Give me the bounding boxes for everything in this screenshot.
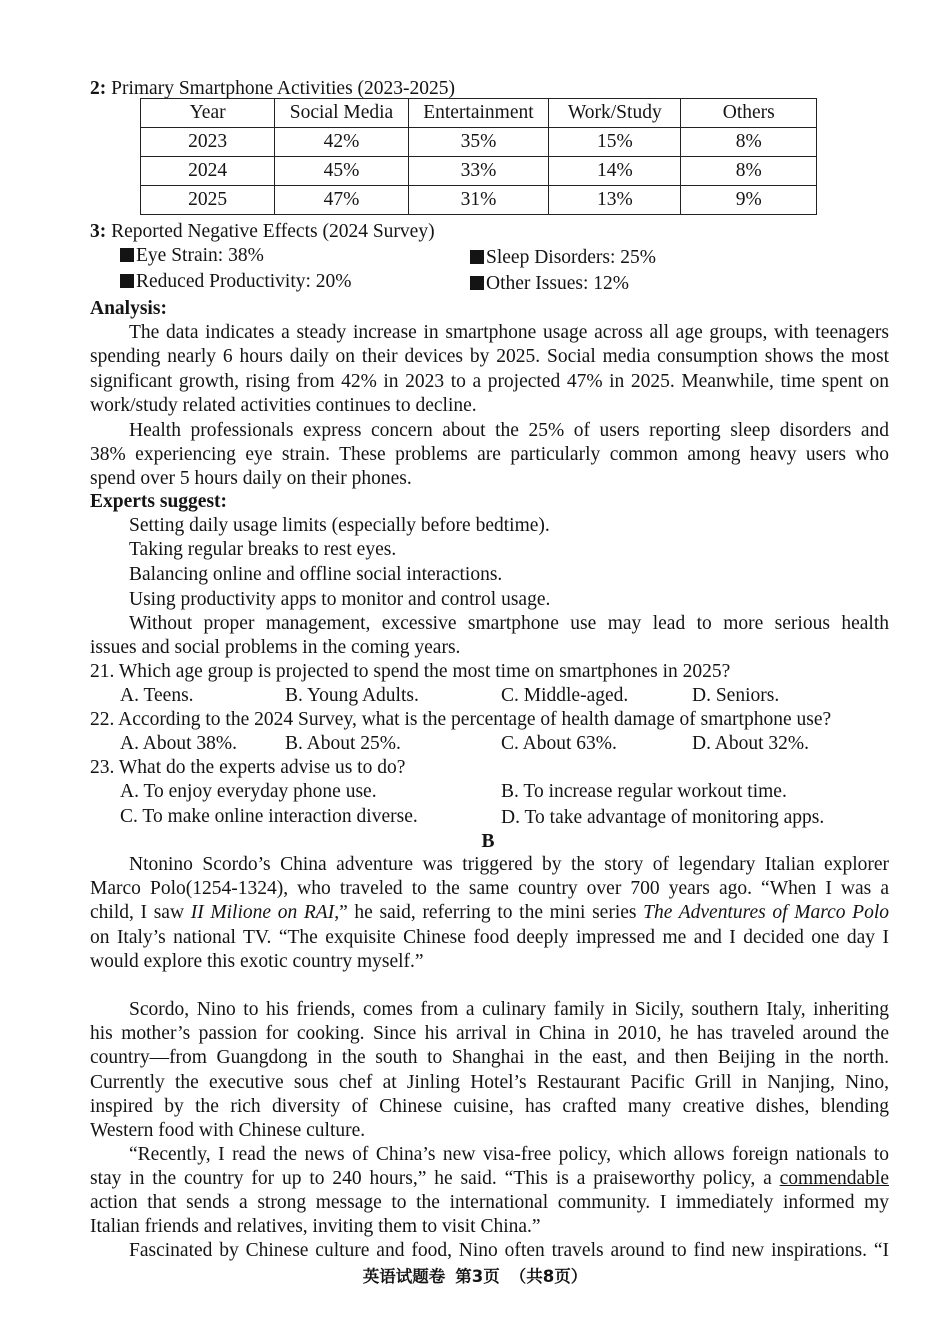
table-cell: 8% xyxy=(681,128,817,157)
option-21-d[interactable]: D. Seniors. xyxy=(692,685,780,706)
analysis-heading: Analysis: xyxy=(90,298,167,319)
option-21-a[interactable]: A. Teens. xyxy=(120,685,194,706)
option-23-c[interactable]: C. To make online interaction diverse. xyxy=(120,806,418,827)
analysis-line: work/study related activities continues to decline. xyxy=(90,395,477,416)
passage-line: action that sends a strong message to the international community. I immediately informed my xyxy=(90,1192,889,1213)
passage-line: country—from Guangdong in the south to Shanghai in the east, and then Beijing in the north. xyxy=(90,1047,889,1068)
section-number: 2: xyxy=(90,78,107,99)
passage-line: stay in the country for up to 240 hours,” he said. “This is a praiseworthy policy, a commendable xyxy=(90,1168,889,1189)
expert-item: Setting daily usage limits (especially before bedtime). xyxy=(129,515,550,536)
table-cell: 13% xyxy=(549,186,681,215)
section-number: 3: xyxy=(90,221,107,242)
footer-page-number: 第3页 xyxy=(455,1267,500,1286)
table-cell: 9% xyxy=(681,186,817,215)
option-22-a[interactable]: A. About 38%. xyxy=(120,733,237,754)
passage-line: inspired by the rich diversity of Chinese cuisine, has crafted many creative dishes, blending xyxy=(90,1096,889,1117)
analysis-line: 38% experiencing eye strain. These problems are particularly common among heavy users who xyxy=(90,444,889,465)
table-row xyxy=(141,128,817,157)
table-header-cell: Entertainment xyxy=(408,99,548,128)
analysis-line: spending nearly 6 hours daily on their devices by 2025. Social media consumption shows the most xyxy=(90,346,889,367)
experts-closing-line: Without proper management, excessive smartphone use may lead to more serious health xyxy=(129,613,889,634)
activities-table xyxy=(140,98,817,215)
table-cell: 8% xyxy=(681,157,817,186)
passage-line: Western food with Chinese culture. xyxy=(90,1120,366,1141)
passage-line: “Recently, I read the news of China’s new visa-free policy, which allows foreign nationals to xyxy=(129,1144,889,1165)
passage-line: Scordo, Nino to his friends, comes from a culinary family in Sicily, southern Italy, inheriting xyxy=(129,999,889,1020)
question-23-stem: 23. What do the experts advise us to do? xyxy=(90,757,406,778)
option-21-b[interactable]: B. Young Adults. xyxy=(285,685,419,706)
table-row xyxy=(141,186,817,215)
table-cell: 2025 xyxy=(141,186,275,215)
underlined-word-commendable: commendable xyxy=(779,1168,889,1189)
footer-subject: 英语试题卷 xyxy=(362,1267,446,1286)
table-header-row xyxy=(141,99,817,128)
table-cell: 33% xyxy=(408,157,548,186)
square-bullet-icon xyxy=(470,276,484,290)
option-22-b[interactable]: B. About 25%. xyxy=(285,733,401,754)
table-cell: 31% xyxy=(408,186,548,215)
expert-item: Balancing online and offline social interactions. xyxy=(129,564,503,585)
option-22-d[interactable]: D. About 32%. xyxy=(692,733,809,754)
analysis-line: Health professionals express concern about the 25% of users reporting sleep disorders and xyxy=(129,420,889,441)
title-ii-milione: II Milione on RAI xyxy=(190,902,335,923)
section-3-title xyxy=(90,220,435,244)
analysis-line: spend over 5 hours daily on their phones. xyxy=(90,468,412,489)
table-cell: 47% xyxy=(275,186,408,215)
table-cell: 45% xyxy=(275,157,408,186)
table-cell: 2024 xyxy=(141,157,275,186)
passage-line: child, I saw II Milione on RAI,” he said, referring to the mini series The Adventures of Marco Polo xyxy=(90,902,890,923)
table-header-cell: Work/Study xyxy=(549,99,681,128)
passage-line: Fascinated by Chinese culture and food, Nino often travels around to find new inspirations. “I xyxy=(129,1240,889,1261)
passage-line: would explore this exotic country myself.” xyxy=(90,951,424,972)
option-21-c[interactable]: C. Middle-aged. xyxy=(501,685,629,706)
expert-item: Taking regular breaks to rest eyes. xyxy=(129,539,397,560)
experts-closing-line: issues and social problems in the coming years. xyxy=(90,637,461,658)
table-cell: 42% xyxy=(275,128,408,157)
passage-line: Currently the executive sous chef at Jinling Hotel’s Restaurant Pacific Grill in Nanjing, Nino, xyxy=(90,1072,889,1093)
question-22-stem: 22. According to the 2024 Survey, what is the percentage of health damage of smartphone use? xyxy=(90,709,832,730)
table-cell: 15% xyxy=(549,128,681,157)
analysis-line: The data indicates a steady increase in smartphone usage across all age groups, with teenagers xyxy=(129,322,889,343)
option-23-a[interactable]: A. To enjoy everyday phone use. xyxy=(120,781,377,802)
square-bullet-icon xyxy=(120,274,134,288)
passage-b-heading: B xyxy=(481,831,495,852)
table-row xyxy=(141,157,817,186)
table-cell: 35% xyxy=(408,128,548,157)
passage-line: Marco Polo(1254-1324), who traveled to the same country over 700 years ago. “When I was a xyxy=(90,878,889,899)
passage-line: Italian friends and relatives, inviting them to visit China.” xyxy=(90,1216,541,1237)
experts-heading: Experts suggest: xyxy=(90,491,228,512)
option-23-d[interactable]: D. To take advantage of monitoring apps. xyxy=(501,807,825,828)
table-header-cell: Others xyxy=(681,99,817,128)
option-23-b[interactable]: B. To increase regular workout time. xyxy=(501,781,787,802)
section-title-text: Primary Smartphone Activities (2023-2025) xyxy=(111,78,456,99)
expert-item: Using productivity apps to monitor and control usage. xyxy=(129,589,551,610)
title-adventures-marco-polo: The Adventures of Marco Polo xyxy=(643,902,890,923)
table-header-cell: Year xyxy=(141,99,275,128)
option-22-c[interactable]: C. About 63%. xyxy=(501,733,617,754)
passage-line: his mother’s passion for cooking. Since his arrival in China in 2010, he has traveled around the xyxy=(90,1023,889,1044)
effect-item: Sleep Disorders: 25% xyxy=(470,246,656,270)
page-footer xyxy=(0,1263,950,1287)
square-bullet-icon xyxy=(470,250,484,264)
passage-line: Ntonino Scordo’s China adventure was triggered by the story of legendary Italian explorer xyxy=(129,854,889,875)
table-cell: 14% xyxy=(549,157,681,186)
table-cell: 2023 xyxy=(141,128,275,157)
effect-item: Other Issues: 12% xyxy=(470,272,629,296)
square-bullet-icon xyxy=(120,248,134,262)
analysis-line: significant growth, rising from 42% in 2023 to a projected 47% in 2025. Meanwhile, time spent on xyxy=(90,371,889,392)
footer-total-pages: （共8页） xyxy=(509,1267,588,1286)
passage-line: on Italy’s national TV. “The exquisite Chinese food deeply impressed me and I decided one day I xyxy=(90,927,889,948)
table-header-cell: Social Media xyxy=(275,99,408,128)
section-title-text: Reported Negative Effects (2024 Survey) xyxy=(111,221,435,242)
question-21-stem: 21. Which age group is projected to spend the most time on smartphones in 2025? xyxy=(90,661,731,682)
effect-item: Eye Strain: 38% xyxy=(120,244,264,268)
effect-item: Reduced Productivity: 20% xyxy=(120,270,352,294)
